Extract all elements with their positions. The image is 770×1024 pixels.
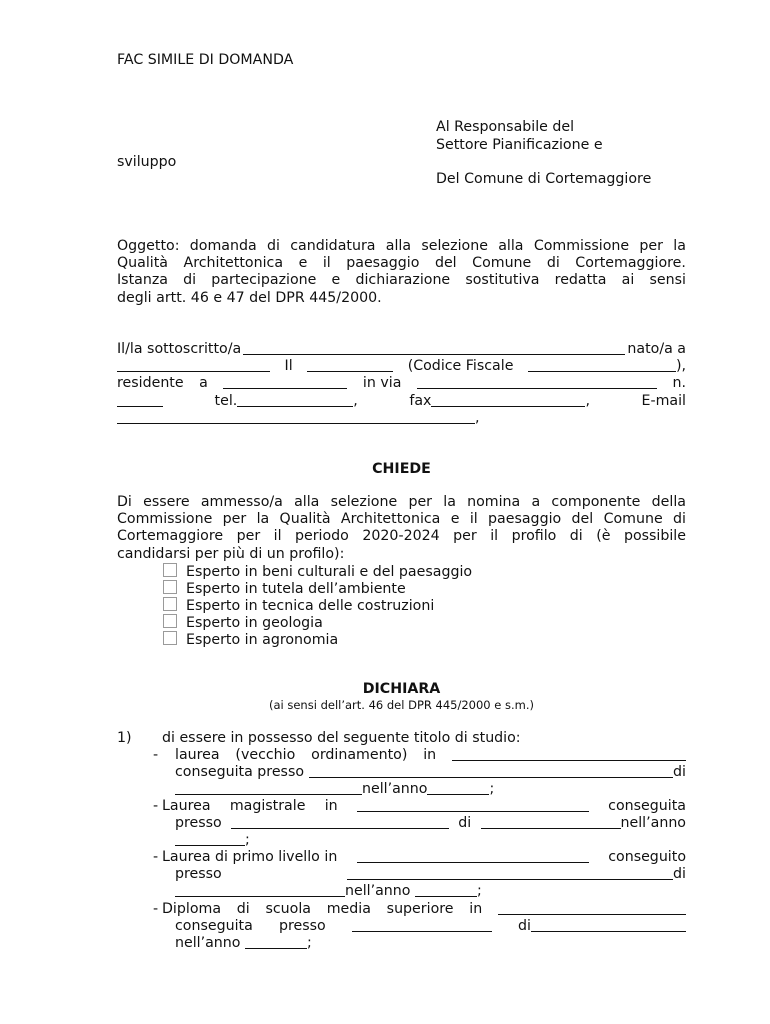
dichiara-heading: DICHIARA (362, 681, 441, 697)
diploma-presso-field[interactable] (352, 918, 492, 932)
recipient-line-2: Settore Pianificazione e (436, 137, 603, 153)
profile-option[interactable]: Esperto in agronomia (163, 631, 472, 648)
laurea-mag-field[interactable] (357, 798, 589, 812)
diploma-field[interactable] (498, 901, 686, 915)
checkbox-icon[interactable] (163, 614, 177, 628)
dichiara-subheading: (ai sensi dell’art. 46 del DPR 445/2000 e s.m.) (268, 698, 535, 712)
laurea-primo-block: Laurea di primo livello in conseguito presso di nell’anno ; (162, 849, 686, 900)
checkbox-icon[interactable] (163, 563, 177, 577)
chiede-paragraph: Di essere ammesso/a alla selezione per la nomina a componente della Commissione per la Qualità Architettonica e il paesaggio del Comune di Cortemaggiore per il periodo 2020-2024 per il profilo di (è possibile candidarsi per più di un profilo): (117, 494, 686, 562)
diploma-year-field[interactable] (245, 935, 307, 949)
fax-field[interactable] (431, 393, 585, 407)
laurea-primo-di-field[interactable] (175, 883, 345, 897)
email-field[interactable] (117, 410, 475, 424)
laurea-primo-field[interactable] (357, 849, 589, 863)
profile-option[interactable]: Esperto in geologia (163, 614, 472, 631)
recipient-line-4: Del Comune di Cortemaggiore (436, 171, 652, 187)
laurea-mag-di-field[interactable] (481, 815, 621, 829)
street-field[interactable] (417, 375, 657, 389)
laurea-vo-di-field[interactable] (175, 781, 362, 795)
street-number-field[interactable] (117, 393, 163, 407)
laurea-vo-field[interactable] (452, 747, 686, 761)
laurea-vo-block: laurea (vecchio ordinamento) in conseguita presso di nell’anno ; (175, 747, 686, 798)
laurea-primo-presso-field[interactable] (347, 866, 673, 880)
laurea-vo-dash: - (153, 747, 159, 763)
profile-option[interactable]: Esperto in beni culturali e del paesaggio (163, 563, 472, 580)
recipient-line-1: Al Responsabile del (436, 119, 575, 135)
profile-options (163, 563, 472, 648)
applicant-fields: Il/la sottoscritto/a nato/a a Il (Codice Fiscale ), residente a in via n. tel. , fax , E-mail , (117, 341, 686, 426)
diploma-block: Diploma di scuola media superiore in conseguita presso di nell’anno ; (162, 901, 686, 953)
recipient-line-3: sviluppo (117, 154, 177, 170)
laurea-primo-dash: - (153, 849, 159, 865)
profile-option[interactable]: Esperto in tecnica delle costruzioni (163, 597, 472, 614)
diploma-dash: - (153, 901, 159, 917)
checkbox-icon[interactable] (163, 580, 177, 594)
phone-field[interactable] (237, 393, 353, 407)
fiscal-code-field[interactable] (528, 358, 676, 372)
laurea-mag-dash: - (153, 798, 159, 814)
chiede-heading: CHIEDE (372, 461, 431, 477)
page-title: FAC SIMILE DI DOMANDA (117, 52, 294, 68)
birthdate-field[interactable] (307, 358, 393, 372)
name-field[interactable] (243, 341, 625, 355)
diploma-di-field[interactable] (531, 918, 686, 932)
residence-field[interactable] (223, 375, 347, 389)
checkbox-icon[interactable] (163, 597, 177, 611)
subject-paragraph: Oggetto: domanda di candidatura alla selezione alla Commissione per la Qualità Architettonica e il paesaggio del Comune di Cortemaggiore. Istanza di partecipazione e dichiarazione sostitutiva redatta ai sensi degli artt. 46 e 47 del DPR 445/2000. (117, 238, 686, 306)
laurea-mag-presso-field[interactable] (231, 815, 449, 829)
birthplace-field[interactable] (117, 358, 270, 372)
item-text: di essere in possesso del seguente titolo di studio: (162, 730, 521, 746)
laurea-vo-presso-field[interactable] (309, 764, 674, 778)
laurea-primo-year-field[interactable] (415, 883, 477, 897)
laurea-mag-block: Laurea magistrale in conseguita presso di nell’anno ; (162, 798, 686, 849)
item-number: 1) (117, 730, 132, 746)
laurea-vo-year-field[interactable] (427, 781, 489, 795)
laurea-mag-year-field[interactable] (175, 832, 245, 846)
profile-option[interactable]: Esperto in tutela dell’ambiente (163, 580, 472, 597)
checkbox-icon[interactable] (163, 631, 177, 645)
